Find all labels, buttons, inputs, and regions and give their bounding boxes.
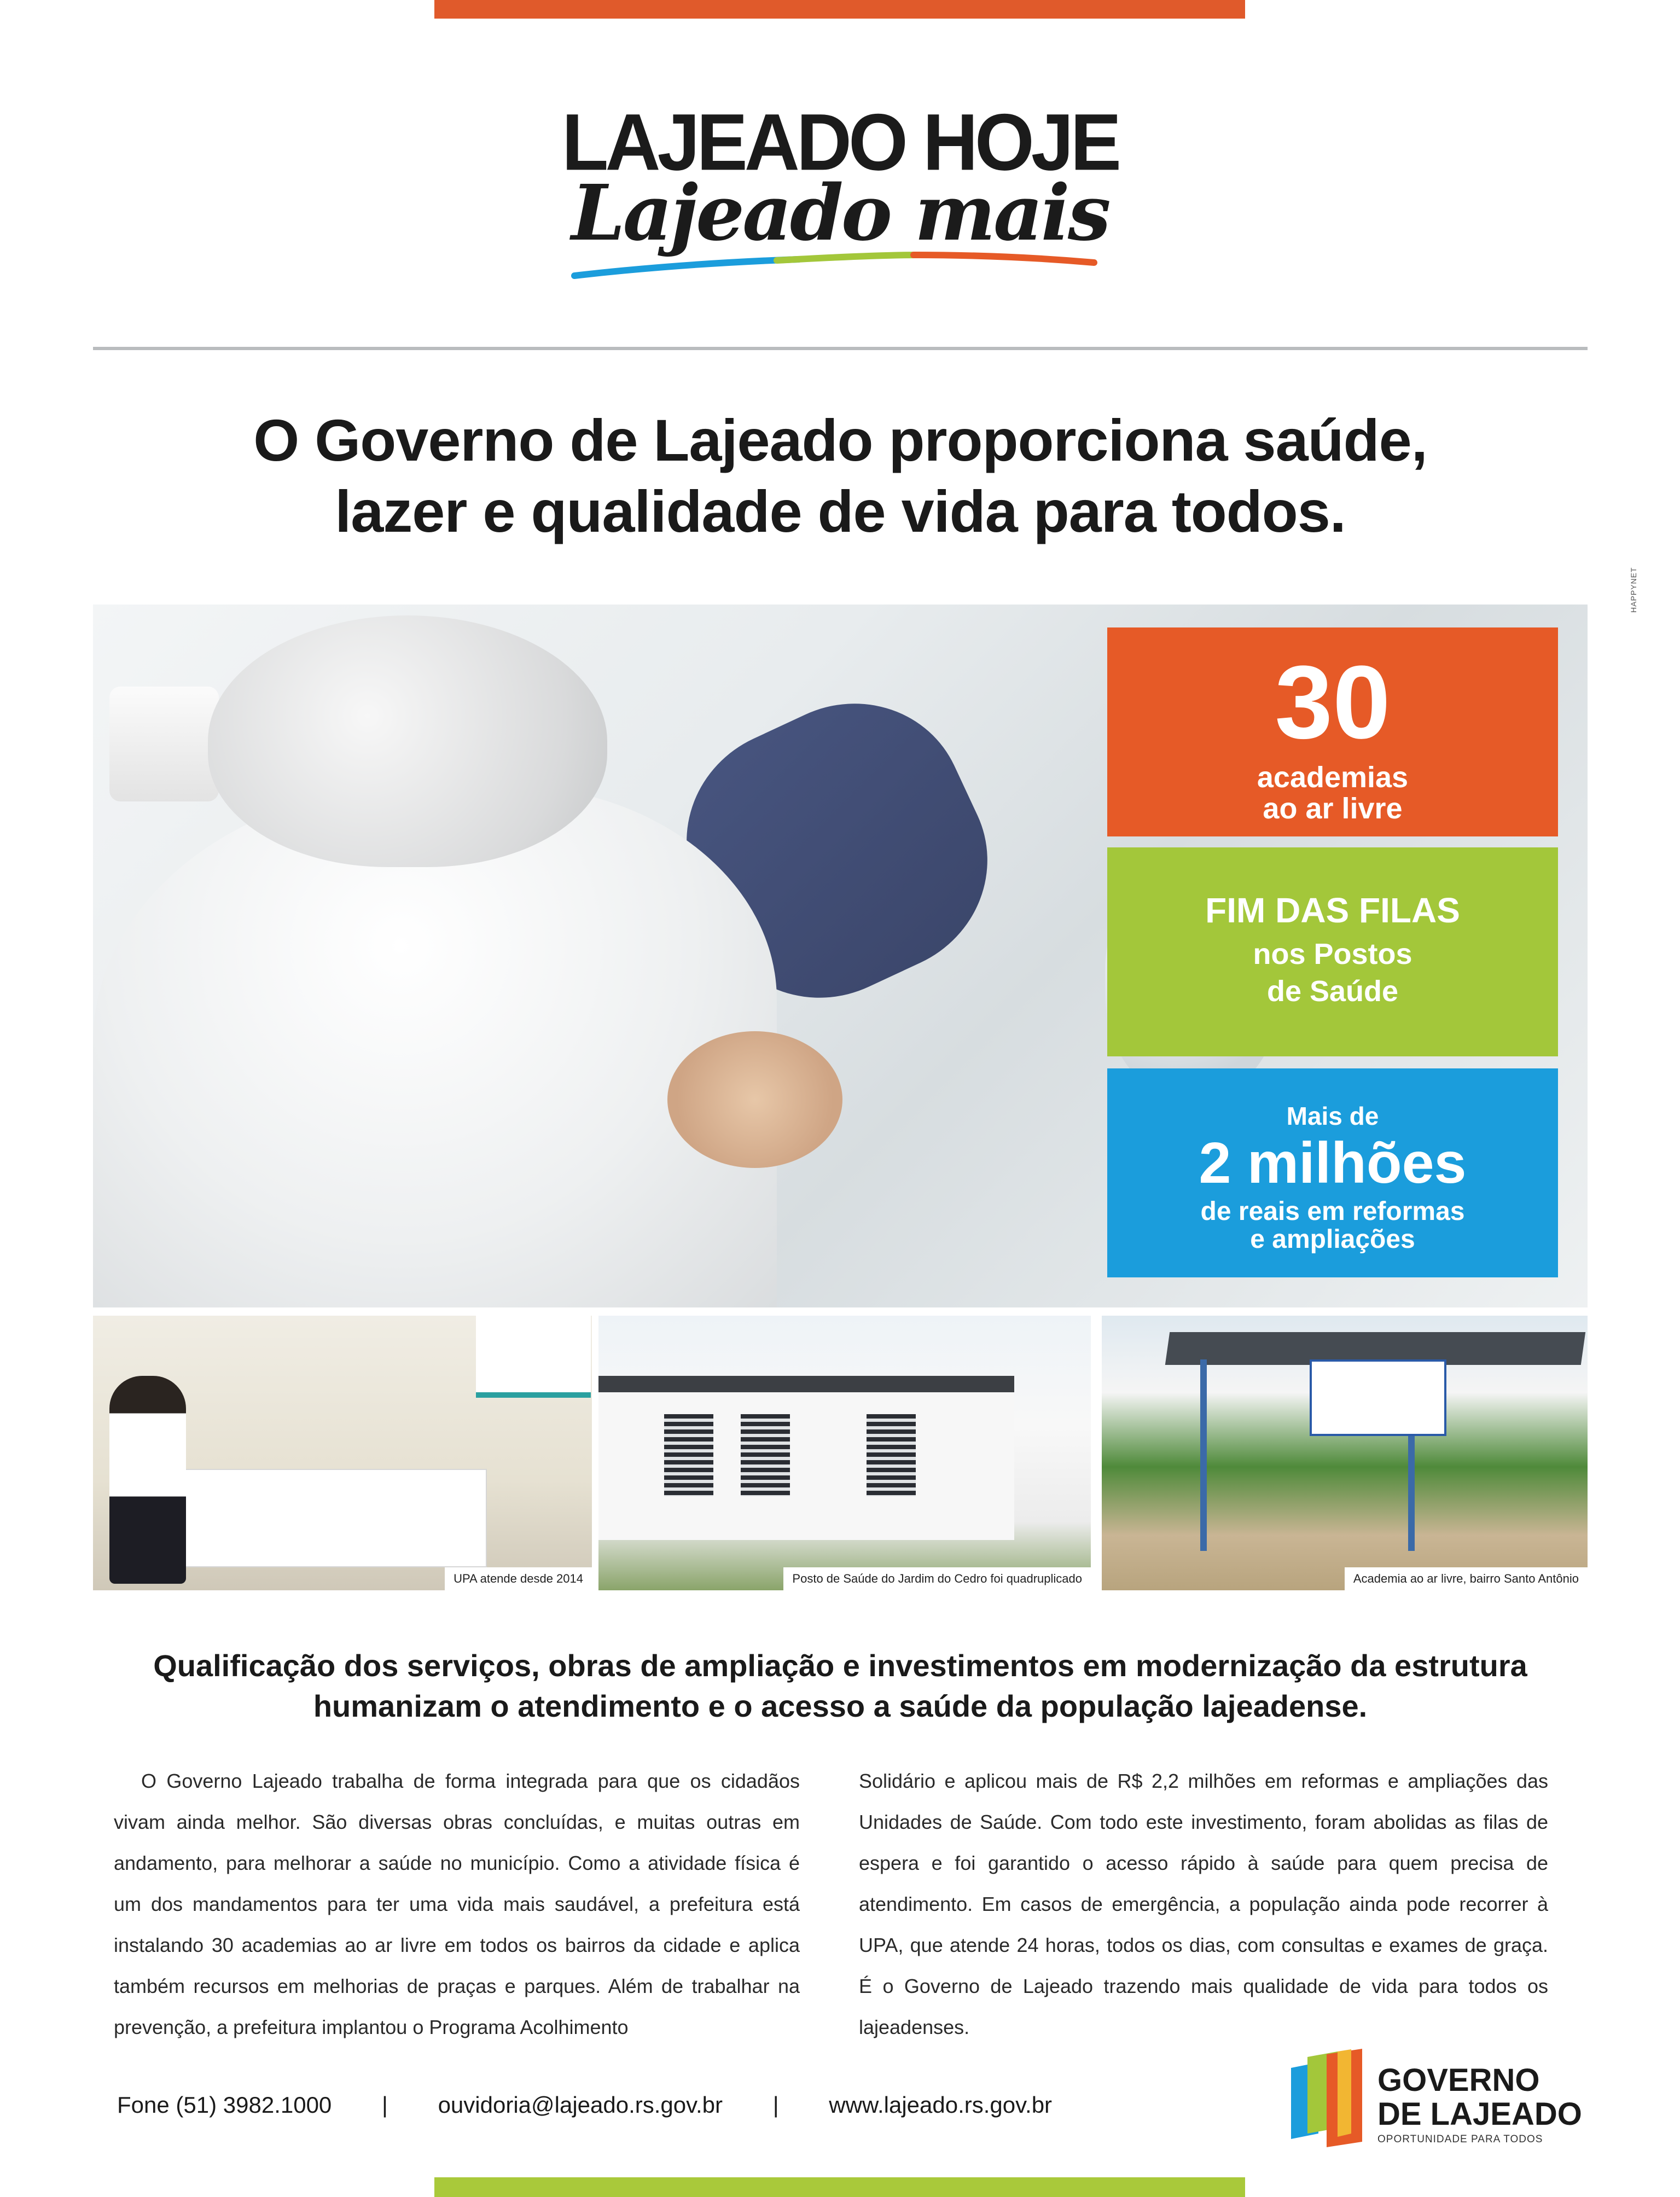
agency-credit: HAPPYNET [1629,567,1638,613]
badge-academias-line-1: academias [1257,761,1409,794]
masthead-subtitle: Lajeado mais [571,168,1109,258]
hero-dentist-cap [208,615,607,867]
page-headline [93,405,1588,547]
badge-investimento [1107,1068,1558,1277]
governo-logo-mark-icon [1286,2046,1368,2150]
photo-upa-person [109,1376,186,1584]
subhead-line-2: humanizam o atendimento e o acesso a saúde da população lajeadense. [313,1688,1368,1723]
contact-footer [117,2092,1052,2118]
divider-rule [93,347,1588,350]
masthead-swoosh [569,247,1105,280]
badge-filas-line-1: nos Postos [1253,938,1412,971]
badge-invest-prefix: Mais de [1286,1102,1379,1130]
photo-academia [1102,1316,1588,1590]
photo-posto-caption: Posto de Saúde do Jardim do Cedro foi quadruplicado [783,1567,1091,1590]
footer-phone: Fone (51) 3982.1000 [117,2092,332,2118]
photo-upa-sign [476,1316,591,1398]
headline-line-2: lazer e qualidade de vida para todos. [335,478,1346,544]
governo-de-lajeado-logo [1286,2046,1592,2155]
logo-tagline: OPORTUNIDADE PARA TODOS [1377,2134,1543,2145]
photo-posto-window [867,1414,916,1496]
footer-separator: | [381,2092,388,2118]
badge-fim-das-filas [1107,847,1558,1056]
photo-posto-window [664,1414,713,1496]
badge-filas-line-2: de Saúde [1266,974,1399,1008]
footer-website[interactable]: www.lajeado.rs.gov.br [829,2092,1053,2118]
photo-upa [93,1316,592,1590]
bottom-accent-bar [434,2177,1245,2197]
masthead-title: LAJEADO HOJE [561,97,1119,187]
hero-patient-face [667,1031,842,1168]
photo-upa-desk [159,1469,487,1567]
photo-posto-building [598,1376,1014,1540]
photo-posto-de-saude [598,1316,1091,1590]
body-column-1: O Governo Lajeado trabalha de forma integrada para que os cidadãos vivam ainda melhor. São diversas obras concluídas, e muitas outras em andamento, para melhorar a saúde no município. Como a atividade física é um dos mandamentos para ter uma vida mais saudável, a prefeitura está instalando 30 academias ao ar livre em todos os bairros da cidade e aplica também recursos em melhorias de praças e parques. Além de trabalhar na prevenção, a prefeitura implantou o Programa Acolhimento [114,1770,800,2038]
masthead-logo [547,97,1133,290]
footer-separator: | [772,2092,779,2118]
headline-line-1: O Governo de Lajeado proporciona saúde, [253,407,1427,473]
logo-line-2: DE LAJEADO [1377,2096,1582,2132]
badge-invest-amount: 2 milhões [1199,1131,1467,1195]
logo-line-1: GOVERNO [1377,2062,1540,2098]
photo-upa-caption: UPA atende desde 2014 [445,1567,592,1590]
photo-posto-window [741,1414,790,1496]
badge-invest-line-2: e ampliações [1250,1224,1415,1254]
badge-invest-line-1: de reais em reformas [1200,1197,1465,1227]
photo-academia-board [1310,1359,1446,1436]
badge-academias-number: 30 [1275,644,1391,760]
footer-email[interactable]: ouvidoria@lajeado.rs.gov.br [438,2092,723,2118]
hero-cups [109,687,219,801]
badge-academias-line-2: ao ar livre [1263,792,1403,825]
top-accent-bar [434,0,1245,19]
badge-filas-title: FIM DAS FILAS [1205,891,1460,930]
photo-academia-post [1200,1359,1207,1551]
section-subhead [93,1646,1588,1727]
body-column-2: Solidário e aplicou mais de R$ 2,2 milhões em reformas e ampliações das Unidades de Saúde. Com todo este investimento, foram abolidas as filas de espera e foi garantido o acesso rápido à saúde para quem precisa de atendimento. Em casos de emergência, a população ainda pode recorrer à UPA, que atende 24 horas, todos os dias, com consultas e exames de graça. É o Governo de Lajeado trazendo mais qualidade de vida para todos os lajeadenses. [859,1770,1548,2038]
subhead-line-1: Qualificação dos serviços, obras de ampliação e investimentos em modernização da estrutura [153,1648,1527,1683]
badge-academias [1107,627,1558,836]
photo-academia-caption: Academia ao ar livre, bairro Santo Antônio [1345,1567,1588,1590]
